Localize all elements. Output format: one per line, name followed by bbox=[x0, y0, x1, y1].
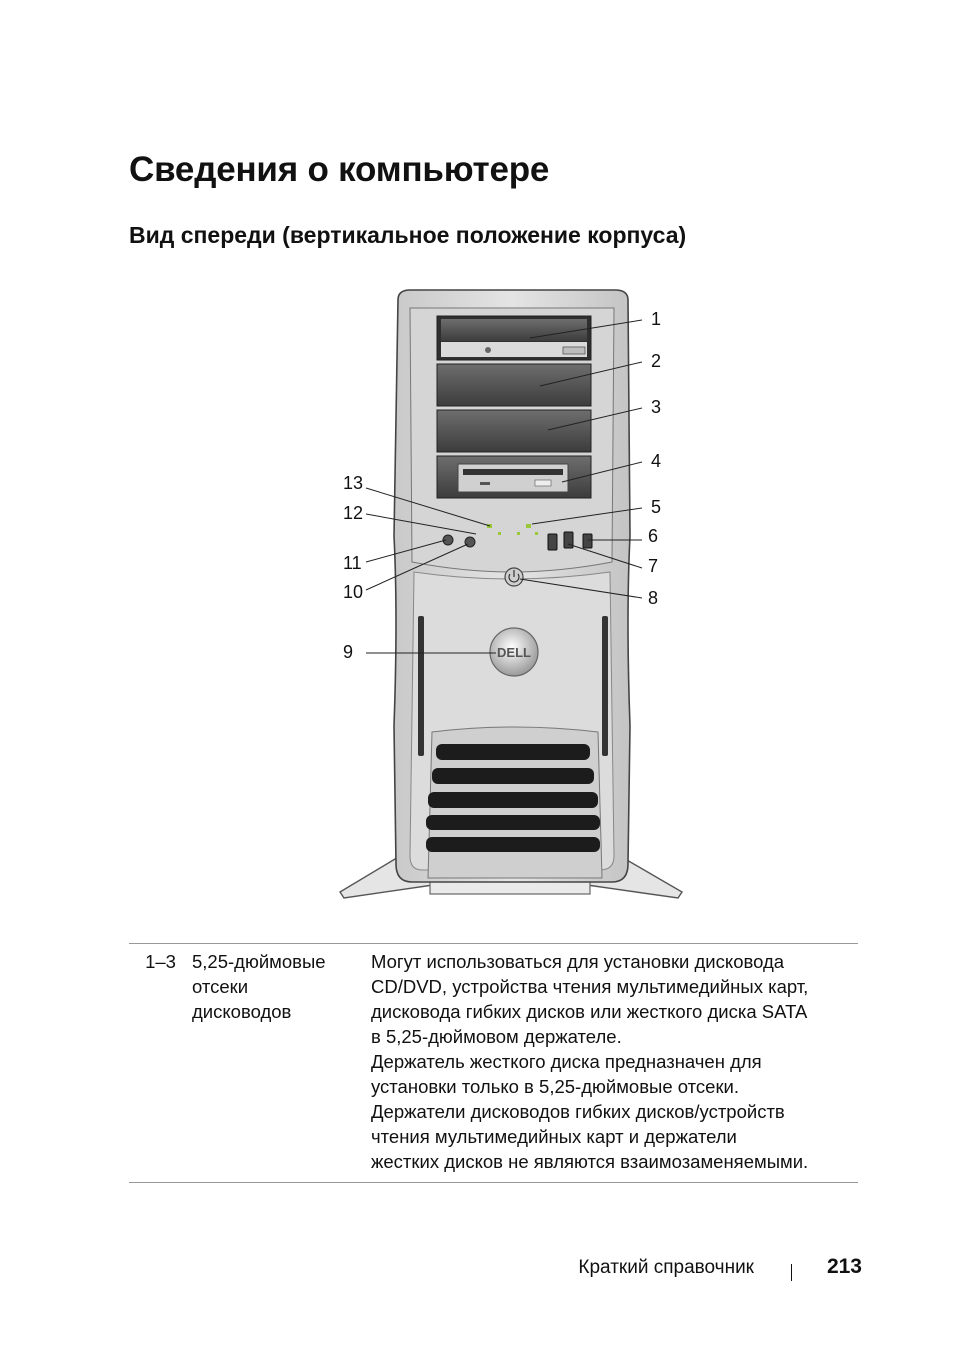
drive-bay-3 bbox=[437, 410, 591, 452]
microphone-jack-icon[interactable] bbox=[465, 537, 475, 547]
drive-bay-1 bbox=[437, 316, 591, 360]
callout-5: 5 bbox=[651, 497, 662, 517]
footer-section-name: Краткий справочник bbox=[578, 1257, 754, 1278]
footer-separator bbox=[791, 1264, 793, 1281]
callout-10: 10 bbox=[343, 582, 364, 602]
front-grille bbox=[426, 727, 602, 878]
tower-illustration bbox=[330, 286, 690, 906]
callout-4: 4 bbox=[651, 451, 662, 471]
description-table bbox=[129, 943, 858, 1183]
row-name: 5,25-дюймовые отсеки дисководов bbox=[192, 951, 326, 1022]
callout-7: 7 bbox=[648, 556, 659, 576]
callout-13: 13 bbox=[343, 473, 364, 493]
computer-front-view-figure bbox=[330, 286, 690, 906]
section-title: Вид спереди (вертикальное положение корпуса) bbox=[129, 222, 687, 248]
ieee1394-port-icon[interactable] bbox=[583, 534, 592, 548]
callout-3: 3 bbox=[651, 397, 662, 417]
dell-logo-badge bbox=[490, 628, 538, 676]
callout-9: 9 bbox=[343, 642, 354, 662]
page-number: 213 bbox=[826, 1255, 862, 1278]
callout-8: 8 bbox=[648, 588, 659, 608]
page-title: Сведения о компьютере bbox=[129, 150, 550, 189]
svg-text:DELL: DELL bbox=[497, 645, 531, 660]
usb-port-icon[interactable] bbox=[548, 534, 557, 550]
side-vents-left bbox=[418, 616, 424, 756]
callout-12: 12 bbox=[343, 503, 364, 523]
table-row bbox=[129, 944, 858, 1182]
callout-6: 6 bbox=[648, 526, 659, 546]
callout-11: 11 bbox=[343, 553, 362, 573]
row-number: 1–3 bbox=[145, 951, 176, 972]
side-vents-right bbox=[602, 616, 608, 756]
row-description: Могут использоваться для установки дисковода CD/DVD, устройства чтения мультимедийных карт, дисковода гибких дисков или жесткого диска SATA в 5,25-дюймовом держателе. Держатель жесткого диска предназначен для установки только в 5,25-дюймовые отсеки. Держатели дисководов гибких дисков/устройств чтения мультимедийных карт и держатели жестких дисков не являются взаимозаменяемыми. bbox=[371, 951, 809, 1172]
power-button-icon[interactable] bbox=[505, 568, 523, 586]
page-footer bbox=[0, 1255, 862, 1285]
floppy-bay-4 bbox=[437, 456, 591, 498]
drive-bay-2 bbox=[437, 364, 591, 406]
callout-2: 2 bbox=[651, 351, 662, 371]
callout-1: 1 bbox=[651, 309, 662, 329]
